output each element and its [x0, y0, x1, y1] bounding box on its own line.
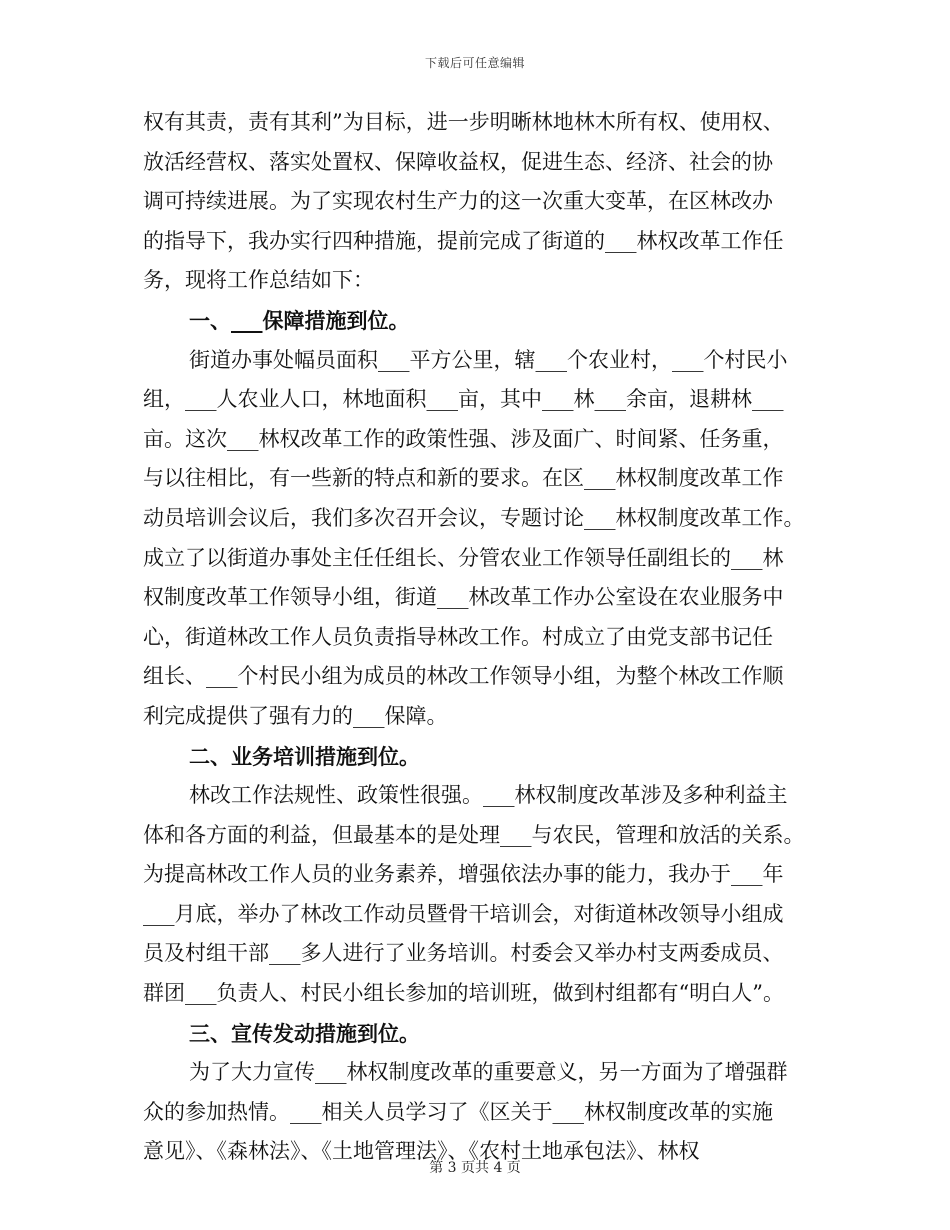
body-line: 调可持续进展。为了实现农村生产力的这一次重大变革，在区林改办	[143, 189, 773, 214]
body-line: 意见》、《森林法》、《土地管理法》、《农村土地承包法》、林权	[143, 1139, 700, 1164]
body-line: 心，街道林改工作人员负责指导林改工作。村成立了由党支部书记任	[143, 624, 773, 649]
body-line: 放活经营权、落实处置权、保障收益权，促进生态、经济、社会的协	[143, 149, 773, 174]
body-line: 动员培训会议后，我们多次召开会议，专题讨论___林权制度改革工作。	[143, 505, 805, 530]
section-heading-2: 二、业务培训措施到位。	[189, 743, 420, 769]
paragraph-start: 林改工作法规性、政策性很强。___林权制度改革涉及多种利益主	[189, 783, 788, 808]
body-line: 务，现将工作总结如下：	[143, 268, 374, 293]
body-line: 权制度改革工作领导小组，街道___林改革工作办公室设在农业服务中	[143, 585, 784, 610]
body-line: 群团___负责人、村民小组长参加的培训班，做到村组都有“明白人”。	[143, 981, 784, 1006]
body-line: 为提高林改工作人员的业务素养，增强依法办事的能力，我办于___年	[143, 862, 784, 887]
body-line: 众的参加热情。___相关人员学习了《区关于___林权制度改革的实施	[143, 1099, 773, 1124]
body-line: 的指导下，我办实行四种措施，提前完成了街道的___林权改革工作任	[143, 228, 784, 253]
paragraph-start: 为了大力宣传___林权制度改革的重要意义，另一方面为了增强群	[189, 1060, 788, 1085]
section-heading-3: 三、宣传发动措施到位。	[189, 1020, 420, 1046]
page-header: 下载后可任意编辑	[424, 56, 525, 70]
body-line: 员及村组干部___多人进行了业务培训。村委会又举办村支两委成员、	[143, 941, 784, 966]
body-line: 组长、___个村民小组为成员的林改工作领导小组，为整个林改工作顺	[143, 664, 784, 689]
body-line: 利完成提供了强有力的___保障。	[143, 703, 448, 728]
page-footer: 第 3 页共 4 页	[429, 1160, 521, 1176]
body-line: ___月底，举办了林改工作动员暨骨干培训会，对街道林改领导小组成	[143, 901, 784, 926]
body-line: 亩。这次___林权改革工作的政策性强、涉及面广、时间紧、任务重，	[143, 426, 784, 451]
document-body	[143, 103, 808, 1172]
body-line: 成立了以街道办事处主任任组长、分管农业工作领导任副组长的___林	[143, 545, 784, 570]
body-line: 体和各方面的利益，但最基本的是处理___与农民，管理和放活的关系。	[143, 822, 805, 847]
body-line: 组，___人农业人口，林地面积___亩，其中___林___余亩，退耕林___	[143, 387, 784, 412]
section-heading-1: 一、___保障措施到位。	[189, 307, 410, 333]
paragraph-start: 街道办事处幅员面积___平方公里，辖___个农业村，___个村民小	[189, 347, 788, 372]
body-line: 与以往相比，有一些新的特点和新的要求。在区___林权制度改革工作	[143, 466, 784, 491]
body-line: 权有其责，责有其利”为目标，进一步明晰林地林木所有权、使用权、	[143, 110, 784, 134]
